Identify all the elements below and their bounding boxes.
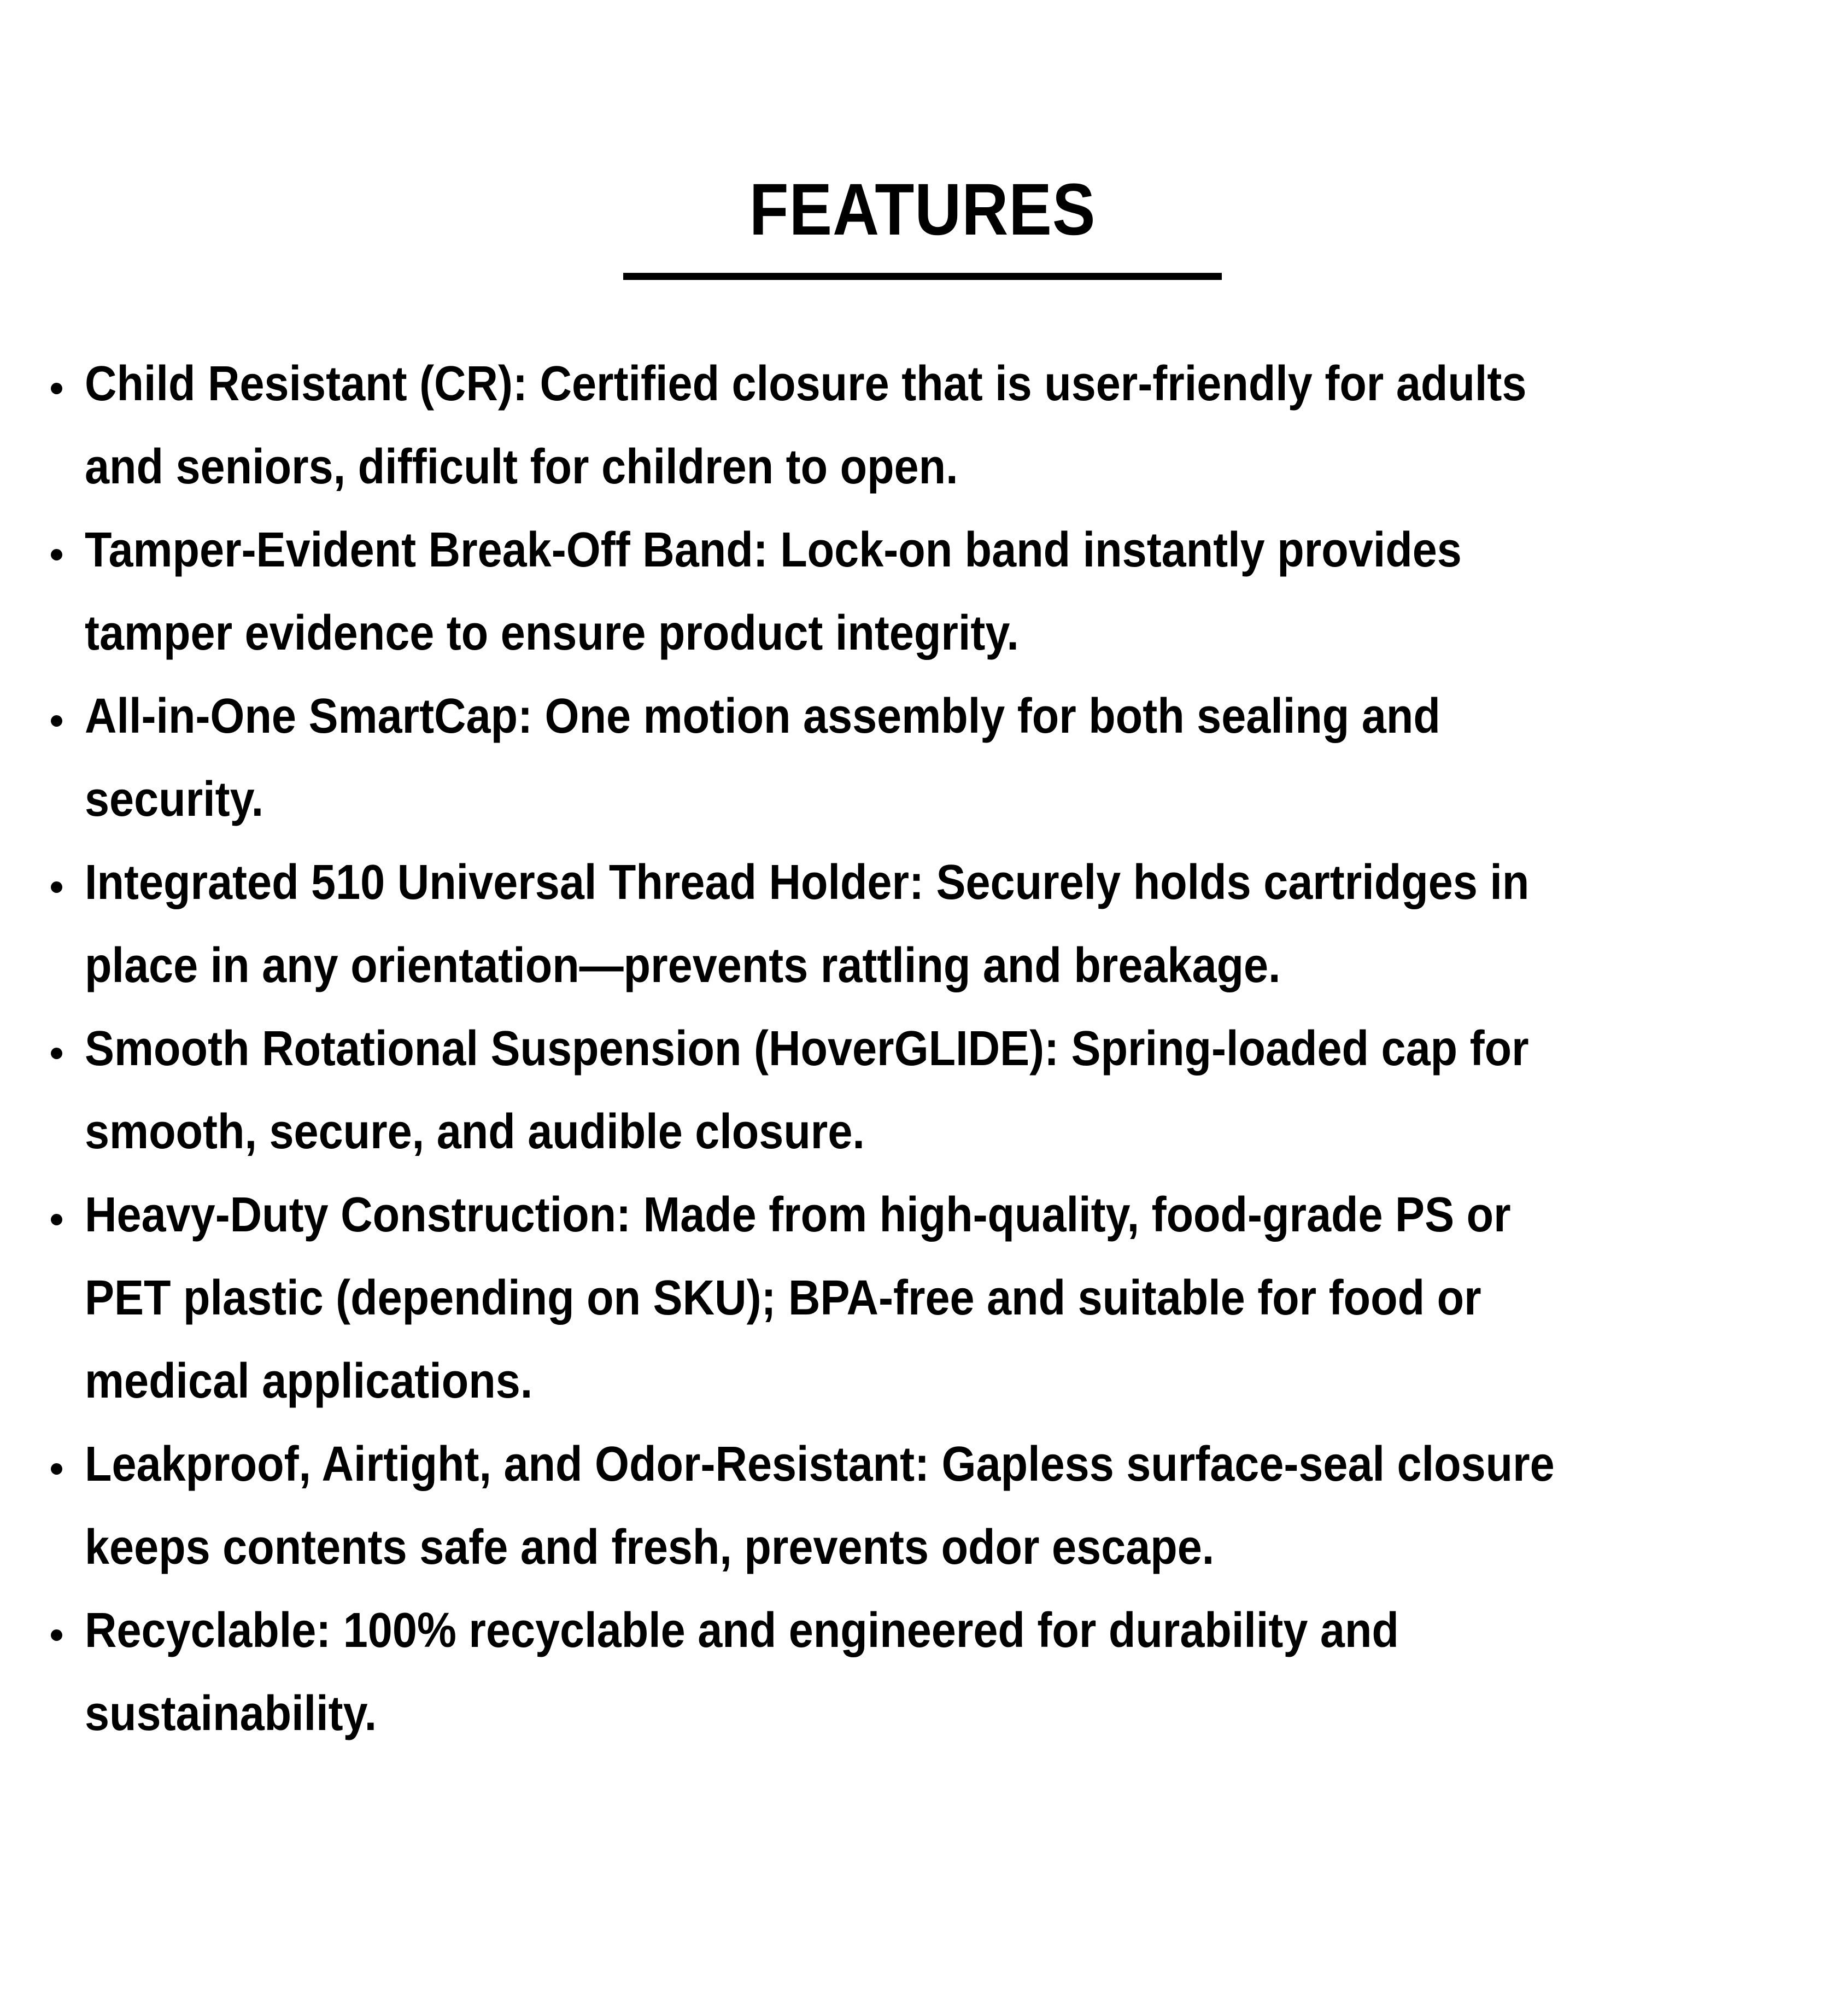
feature-line: PET plastic (depending on SKU); BPA-free and suitable for food or: [85, 1271, 1481, 1325]
feature-item: [85, 1173, 1845, 1423]
feature-item: [85, 675, 1845, 841]
feature-line: and seniors, difficult for children to open.: [85, 440, 958, 494]
feature-line: keeps contents safe and fresh, prevents odor escape.: [85, 1520, 1215, 1575]
feature-line: Integrated 510 Universal Thread Holder: Securely holds cartridges in: [85, 855, 1530, 910]
feature-line: security.: [85, 772, 264, 827]
feature-line: sustainability.: [85, 1686, 377, 1741]
feature-item: [85, 1007, 1845, 1173]
feature-line: Heavy-Duty Construction: Made from high-quality, food-grade PS or: [85, 1188, 1511, 1242]
feature-line: medical applications.: [85, 1354, 533, 1409]
features-list: [0, 342, 1845, 1755]
page-title: FEATURES: [749, 169, 1096, 250]
feature-line: Recyclable: 100% recyclable and engineered for durability and: [85, 1603, 1399, 1658]
feature-line: smooth, secure, and audible closure.: [85, 1105, 865, 1159]
feature-item: [85, 841, 1845, 1007]
feature-line: tamper evidence to ensure product integrity.: [85, 606, 1019, 661]
title-underline: [623, 273, 1222, 280]
feature-line: Tamper-Evident Break-Off Band: Lock-on band instantly provides: [85, 523, 1462, 577]
feature-line: Leakproof, Airtight, and Odor-Resistant: Gapless surface-seal closure: [85, 1437, 1555, 1492]
feature-item: [85, 509, 1845, 675]
features-header: [0, 171, 1845, 280]
feature-line: All-in-One SmartCap: One motion assembly for both sealing and: [85, 689, 1440, 744]
feature-item: [85, 1423, 1845, 1589]
feature-line: Smooth Rotational Suspension (HoverGLIDE): Spring-loaded cap for: [85, 1021, 1529, 1076]
feature-item: [85, 342, 1845, 509]
feature-line: Child Resistant (CR): Certified closure that is user-friendly for adults: [85, 357, 1527, 411]
feature-line: place in any orientation—prevents rattling and breakage.: [85, 938, 1281, 993]
feature-item: [85, 1589, 1845, 1755]
